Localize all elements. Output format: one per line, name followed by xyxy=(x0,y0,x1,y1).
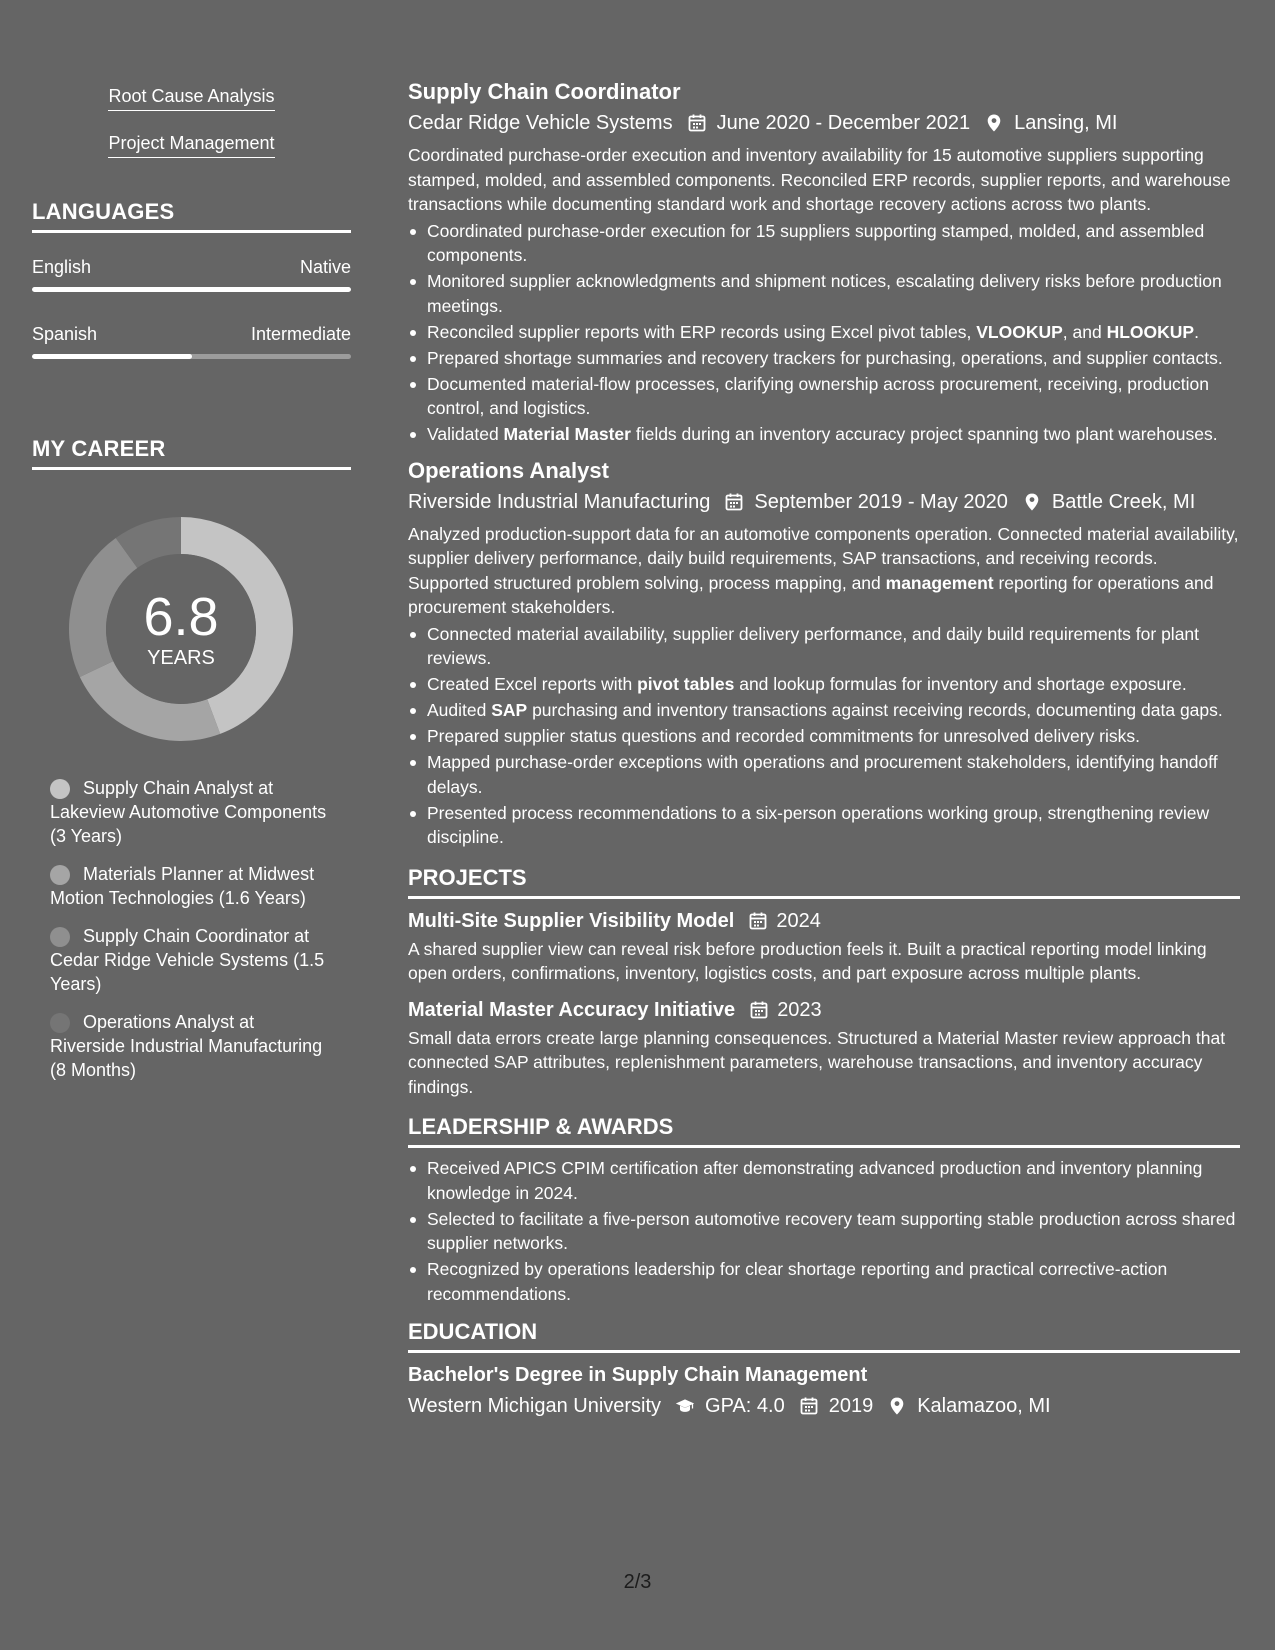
education-gpa: GPA: 4.0 xyxy=(705,1395,785,1417)
language-proficiency-bar xyxy=(32,354,351,359)
career-item-label: Supply Chain Analyst at Lakeview Automotive Components (3 Years) xyxy=(50,778,327,846)
calendar-icon xyxy=(748,911,768,931)
language-name: English xyxy=(32,257,92,277)
leadership-heading: LEADERSHIP & AWARDS xyxy=(408,1113,1240,1148)
language-proficiency-fill xyxy=(32,287,351,292)
projects-heading: PROJECTS xyxy=(408,864,1240,899)
education-year: 2019 xyxy=(828,1395,874,1417)
project-title-row xyxy=(408,907,1240,935)
career-donut-chart xyxy=(66,514,296,744)
calendar-icon xyxy=(799,1396,819,1416)
job-bullet: Documented material-flow processes, clarifying ownership across procurement, receiving, production control, and logistics. xyxy=(408,372,1240,421)
project-entry xyxy=(408,907,1240,986)
project-description: Small data errors create large planning consequences. Structured a Material Master review approach that connected SAP attributes, replenishment parameters, warehouse transactions, and inventory accuracy findings. xyxy=(408,1027,1226,1097)
job-company: Cedar Ridge Vehicle Systems xyxy=(408,112,673,134)
language-level: Intermediate xyxy=(250,324,351,344)
map-pin-icon xyxy=(887,1396,907,1416)
job-bullet: Audited SAP purchasing and inventory transactions against receiving records, documenting data gaps. xyxy=(408,698,1240,723)
job-location: Battle Creek, MI xyxy=(1051,490,1196,513)
career-dot xyxy=(50,1013,70,1033)
languages-heading: LANGUAGES xyxy=(32,198,351,233)
map-pin-icon xyxy=(1022,492,1042,512)
language-level: Native xyxy=(299,257,351,277)
leadership-bullet: Received APICS CPIM certification after demonstrating advanced production and inventory planning knowledge in 2024. xyxy=(408,1156,1240,1205)
job-bullets xyxy=(408,622,1240,850)
calendar-icon xyxy=(749,1000,769,1020)
career-item-label: Materials Planner at Midwest Motion Technologies (1.6 Years) xyxy=(50,864,315,908)
education-school: Western Michigan University xyxy=(408,1395,662,1417)
career-item xyxy=(50,1010,330,1082)
career-dot xyxy=(50,779,70,799)
job-bullet: Prepared supplier status questions and recorded commitments for unresolved delivery risks. xyxy=(408,724,1240,749)
leadership-bullet: Selected to facilitate a five-person automotive recovery team supporting stable production across shared supplier networks. xyxy=(408,1207,1240,1256)
project-title: Material Master Accuracy Initiative xyxy=(408,998,736,1021)
job-bullet: Created Excel reports with pivot tables and lookup formulas for inventory and shortage exposure. xyxy=(408,672,1240,697)
career-dot xyxy=(50,927,70,947)
sidebar xyxy=(32,84,351,1096)
project-title-row xyxy=(408,996,1240,1024)
graduation-cap-icon xyxy=(675,1396,695,1416)
job-bullet: Mapped purchase-order exceptions with operations and procurement stakeholders, identifying handoff delays. xyxy=(408,750,1240,799)
map-pin-icon xyxy=(984,113,1004,133)
job-bullet: Monitored supplier acknowledgments and shipment notices, escalating delivery risks before production meetings. xyxy=(408,269,1240,318)
career-total-value: 6.8 xyxy=(143,587,219,647)
job-bullet: Presented process recommendations to a six-person operations working group, strengthening review discipline. xyxy=(408,801,1240,850)
career-item xyxy=(50,776,330,848)
job-location: Lansing, MI xyxy=(1014,112,1118,134)
career-total xyxy=(66,514,296,744)
job-bullet: Connected material availability, supplier delivery performance, and daily build requirements for plant reviews. xyxy=(408,622,1240,671)
job-dates: June 2020 - December 2021 xyxy=(716,112,971,134)
language-proficiency-bar xyxy=(32,287,351,292)
page-number: 2/3 xyxy=(623,1571,652,1593)
job-bullet: Prepared shortage summaries and recovery trackers for purchasing, operations, and supplier contacts. xyxy=(408,346,1240,371)
education-degree: Bachelor's Degree in Supply Chain Management xyxy=(408,1364,868,1386)
project-entry xyxy=(408,996,1240,1100)
language-proficiency-fill xyxy=(32,354,192,359)
job-meta xyxy=(408,109,1240,137)
project-description: A shared supplier view can reveal risk before production feels it. Built a practical reporting model linking open orders, confirmations, inventory, logistics costs, and part exposure across multiple plants. xyxy=(408,938,1207,983)
job-bullet: Reconciled supplier reports with ERP records using Excel pivot tables, VLOOKUP, and HLOOKUP. xyxy=(408,320,1240,345)
job-title: Operations Analyst xyxy=(408,457,609,483)
job-entry xyxy=(408,457,1240,850)
career-total-unit: YEARS xyxy=(147,647,215,669)
project-year: 2023 xyxy=(777,998,822,1021)
career-item xyxy=(50,924,330,996)
calendar-icon xyxy=(724,492,744,512)
career-item-label: Supply Chain Coordinator at Cedar Ridge Vehicle Systems (1.5 Years) xyxy=(50,926,325,994)
career-dot xyxy=(50,865,70,885)
education-heading: EDUCATION xyxy=(408,1318,1240,1353)
leadership-bullet: Recognized by operations leadership for clear shortage reporting and practical corrective-action recommendations. xyxy=(408,1257,1240,1306)
education-meta xyxy=(408,1392,1240,1420)
calendar-icon xyxy=(687,113,707,133)
language-spanish xyxy=(32,322,351,359)
education-location: Kalamazoo, MI xyxy=(917,1395,1051,1417)
job-summary: Coordinated purchase-order execution and inventory availability for 15 automotive suppliers supporting stamped, molded, and assembled components. Reconciled ERP records, supplier reports, and warehouse transactions while documenting standard work and shortage recovery actions across two plants. xyxy=(408,145,1231,214)
career-item-label: Operations Analyst at Riverside Industrial Manufacturing (8 Months) xyxy=(50,1012,323,1080)
job-company: Riverside Industrial Manufacturing xyxy=(408,490,711,513)
career-heading: MY CAREER xyxy=(32,435,351,470)
language-name: Spanish xyxy=(32,324,98,344)
skill-tag: Root Cause Analysis xyxy=(108,84,274,111)
career-list xyxy=(50,776,330,1082)
job-entry xyxy=(408,78,1240,447)
leadership-bullets xyxy=(408,1156,1240,1306)
project-year: 2024 xyxy=(776,909,821,932)
project-title: Multi-Site Supplier Visibility Model xyxy=(408,909,735,932)
language-english xyxy=(32,255,351,292)
job-title: Supply Chain Coordinator xyxy=(408,79,681,104)
career-item xyxy=(50,862,330,910)
skill-tag: Project Management xyxy=(108,131,274,158)
job-summary: Analyzed production-support data for an automotive components operation. Connected material availability, supplier delivery performance, daily build requirements, SAP transactions, and receiving records. Supported structured problem solving, process mapping, and management reporting for operations and procurement stakeholders. xyxy=(408,523,1239,617)
job-bullet: Coordinated purchase-order execution for 15 suppliers supporting stamped, molded, and assembled components. xyxy=(408,219,1240,268)
job-bullet: Validated Material Master fields during an inventory accuracy project spanning two plant warehouses. xyxy=(408,422,1240,447)
job-dates: September 2019 - May 2020 xyxy=(754,490,1008,513)
job-meta xyxy=(408,488,1240,516)
job-bullets xyxy=(408,219,1240,447)
main-content xyxy=(408,78,1240,1420)
